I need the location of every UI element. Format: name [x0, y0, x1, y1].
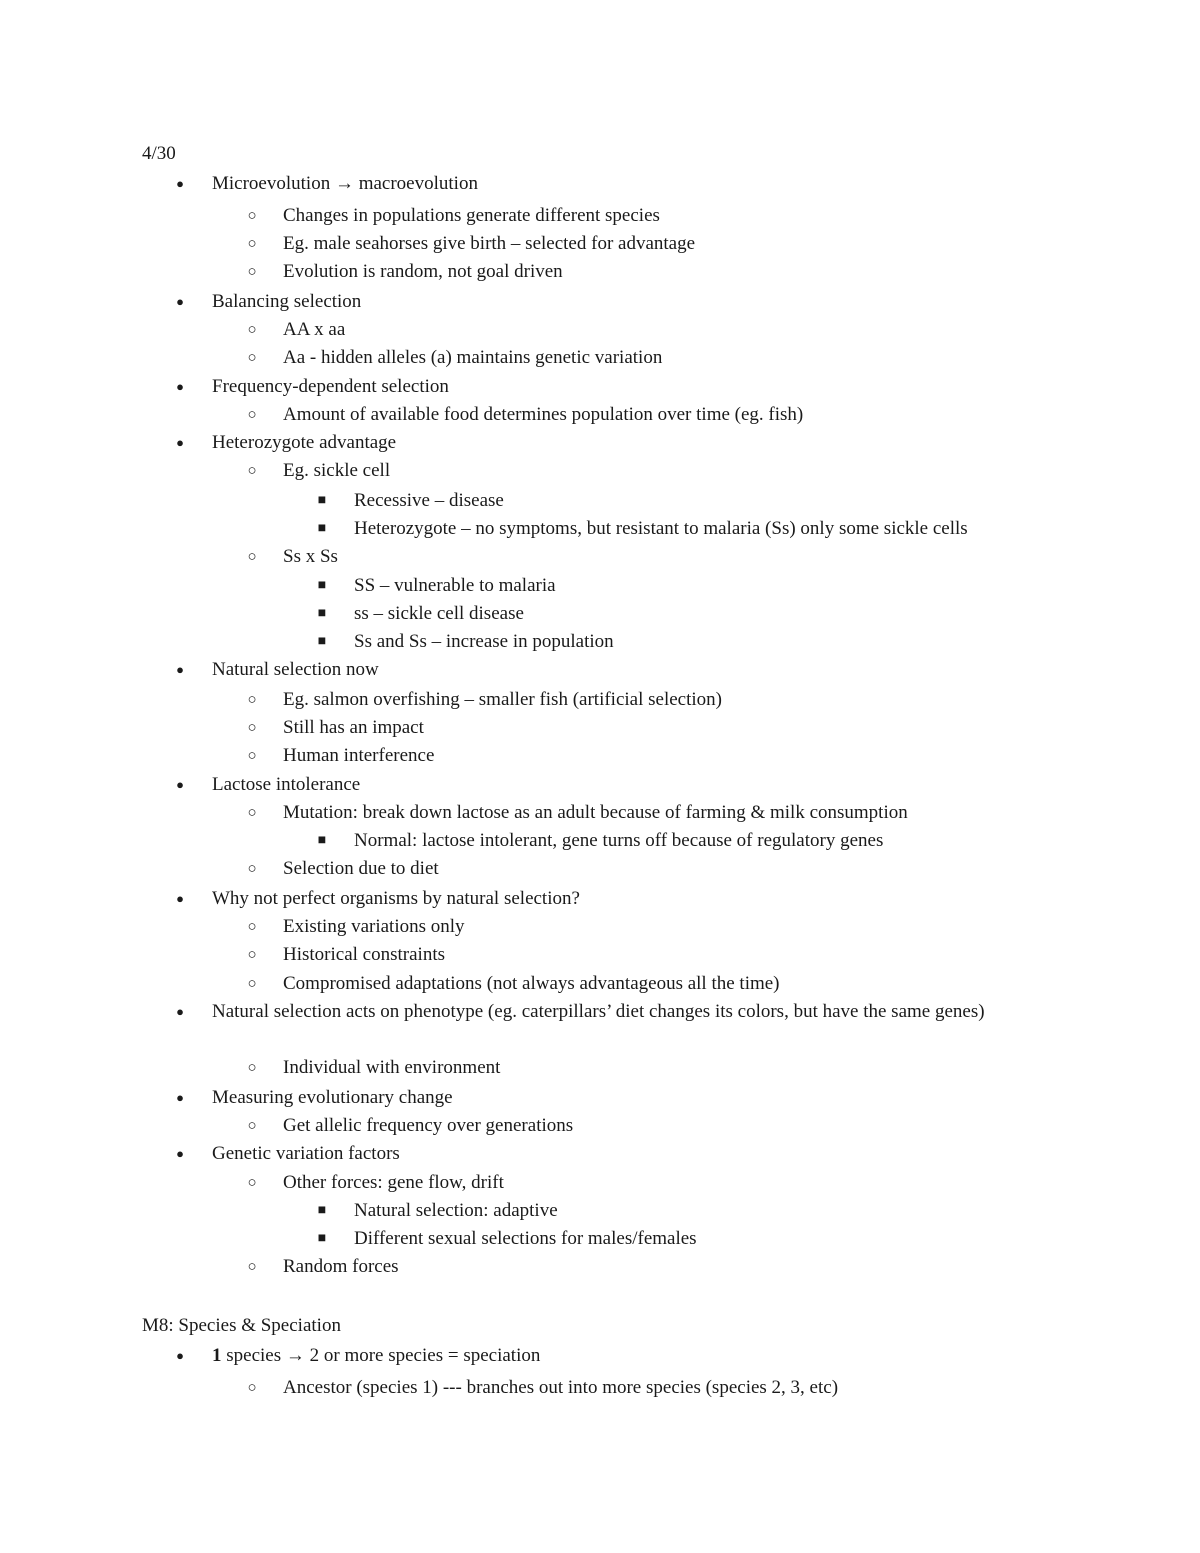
- list-item: ○ Individual with environment: [283, 1054, 500, 1082]
- list-item: ■ Normal: lactose intolerant, gene turns off because of regulatory genes: [354, 827, 883, 855]
- square-bullet-icon: ■: [317, 634, 327, 649]
- hollow-bullet-icon: ○: [247, 1175, 257, 1191]
- list-item: ○ Eg. salmon overfishing – smaller fish (artificial selection): [283, 686, 722, 714]
- bullet-icon: ●: [176, 662, 184, 677]
- list-item: ○ Human interference: [283, 742, 434, 770]
- square-bullet-icon: ■: [317, 606, 327, 621]
- list-item: ● Lactose intolerance: [212, 771, 360, 799]
- hollow-bullet-icon: ○: [247, 236, 257, 252]
- list-item: ○ Evolution is random, not goal driven: [283, 258, 563, 286]
- hollow-bullet-icon: ○: [247, 1380, 257, 1396]
- square-bullet-icon: ■: [317, 1203, 327, 1218]
- bullet-icon: ●: [176, 176, 184, 191]
- bullet-icon: ●: [176, 294, 184, 309]
- bullet-icon: ●: [176, 1348, 184, 1363]
- list-item: ○ Existing variations only: [283, 913, 465, 941]
- list-item: ○ Still has an impact: [283, 714, 424, 742]
- list-item: ○ Ss x Ss: [283, 543, 338, 571]
- hollow-bullet-icon: ○: [247, 1259, 257, 1275]
- hollow-bullet-icon: ○: [247, 208, 257, 224]
- hollow-bullet-icon: ○: [247, 720, 257, 736]
- bullet-icon: ●: [176, 1090, 184, 1105]
- hollow-bullet-icon: ○: [247, 748, 257, 764]
- list-item: ○ AA x aa: [283, 316, 345, 344]
- list-item: ○ Aa - hidden alleles (a) maintains genetic variation: [283, 344, 662, 372]
- hollow-bullet-icon: ○: [247, 919, 257, 935]
- section-heading: M8: Species & Speciation: [142, 1315, 341, 1336]
- hollow-bullet-icon: ○: [247, 549, 257, 565]
- hollow-bullet-icon: ○: [247, 322, 257, 338]
- list-item: ● Measuring evolutionary change: [212, 1084, 453, 1112]
- list-item: ● Genetic variation factors: [212, 1140, 400, 1168]
- hollow-bullet-icon: ○: [247, 463, 257, 479]
- list-item: ● Heterozygote advantage: [212, 429, 396, 457]
- square-bullet-icon: ■: [317, 578, 327, 593]
- list-item: ○ Amount of available food determines population over time (eg. fish): [283, 401, 803, 429]
- bullet-icon: ●: [176, 435, 184, 450]
- hollow-bullet-icon: ○: [247, 407, 257, 423]
- list-item: ○ Eg. sickle cell: [283, 457, 390, 485]
- list-item: ○ Eg. male seahorses give birth – selected for advantage: [283, 230, 695, 258]
- list-item: ● Why not perfect organisms by natural selection?: [212, 885, 580, 913]
- square-bullet-icon: ■: [317, 493, 327, 508]
- square-bullet-icon: ■: [317, 1231, 327, 1246]
- list-item: ● Balancing selection: [212, 288, 361, 316]
- bullet-icon: ●: [176, 891, 184, 906]
- hollow-bullet-icon: ○: [247, 976, 257, 992]
- hollow-bullet-icon: ○: [247, 1060, 257, 1076]
- list-item: ■ ss – sickle cell disease: [354, 600, 524, 628]
- list-item: ● Natural selection acts on phenotype (eg. caterpillars’ diet changes its colors, but have the same genes): [212, 998, 1042, 1026]
- hollow-bullet-icon: ○: [247, 350, 257, 366]
- list-item: ○ Get allelic frequency over generations: [283, 1112, 573, 1140]
- hollow-bullet-icon: ○: [247, 264, 257, 280]
- list-item: ■ Different sexual selections for males/females: [354, 1225, 697, 1253]
- list-item: ○ Selection due to diet: [283, 855, 439, 883]
- list-item: ○ Other forces: gene flow, drift: [283, 1169, 504, 1197]
- list-item: ○ Compromised adaptations (not always advantageous all the time): [283, 970, 780, 998]
- date-heading: 4/30: [142, 143, 176, 164]
- list-item: ○ Ancestor (species 1) --- branches out into more species (species 2, 3, etc): [283, 1374, 838, 1402]
- list-item: ● Natural selection now: [212, 656, 379, 684]
- square-bullet-icon: ■: [317, 833, 327, 848]
- list-item: ○ Changes in populations generate different species: [283, 202, 660, 230]
- hollow-bullet-icon: ○: [247, 947, 257, 963]
- list-item: ● Frequency-dependent selection: [212, 373, 449, 401]
- bullet-icon: ●: [176, 379, 184, 394]
- list-item: ● Microevolution → macroevolution: [212, 170, 478, 198]
- hollow-bullet-icon: ○: [247, 692, 257, 708]
- square-bullet-icon: ■: [317, 521, 327, 536]
- hollow-bullet-icon: ○: [247, 805, 257, 821]
- list-item: ● 1 species → 2 or more species = speciation: [212, 1342, 540, 1370]
- list-item: ○ Historical constraints: [283, 941, 445, 969]
- list-item: ■ SS – vulnerable to malaria: [354, 572, 556, 600]
- hollow-bullet-icon: ○: [247, 861, 257, 877]
- list-item: ○ Mutation: break down lactose as an adult because of farming & milk consumption: [283, 799, 908, 827]
- list-item: ■ Natural selection: adaptive: [354, 1197, 558, 1225]
- bullet-icon: ●: [176, 1004, 184, 1019]
- bullet-icon: ●: [176, 777, 184, 792]
- list-item: ■ Recessive – disease: [354, 487, 504, 515]
- bullet-icon: ●: [176, 1146, 184, 1161]
- hollow-bullet-icon: ○: [247, 1118, 257, 1134]
- list-item: ■ Ss and Ss – increase in population: [354, 628, 614, 656]
- list-item: ○ Random forces: [283, 1253, 399, 1281]
- list-item: ■ Heterozygote – no symptoms, but resistant to malaria (Ss) only some sickle cells: [354, 515, 968, 543]
